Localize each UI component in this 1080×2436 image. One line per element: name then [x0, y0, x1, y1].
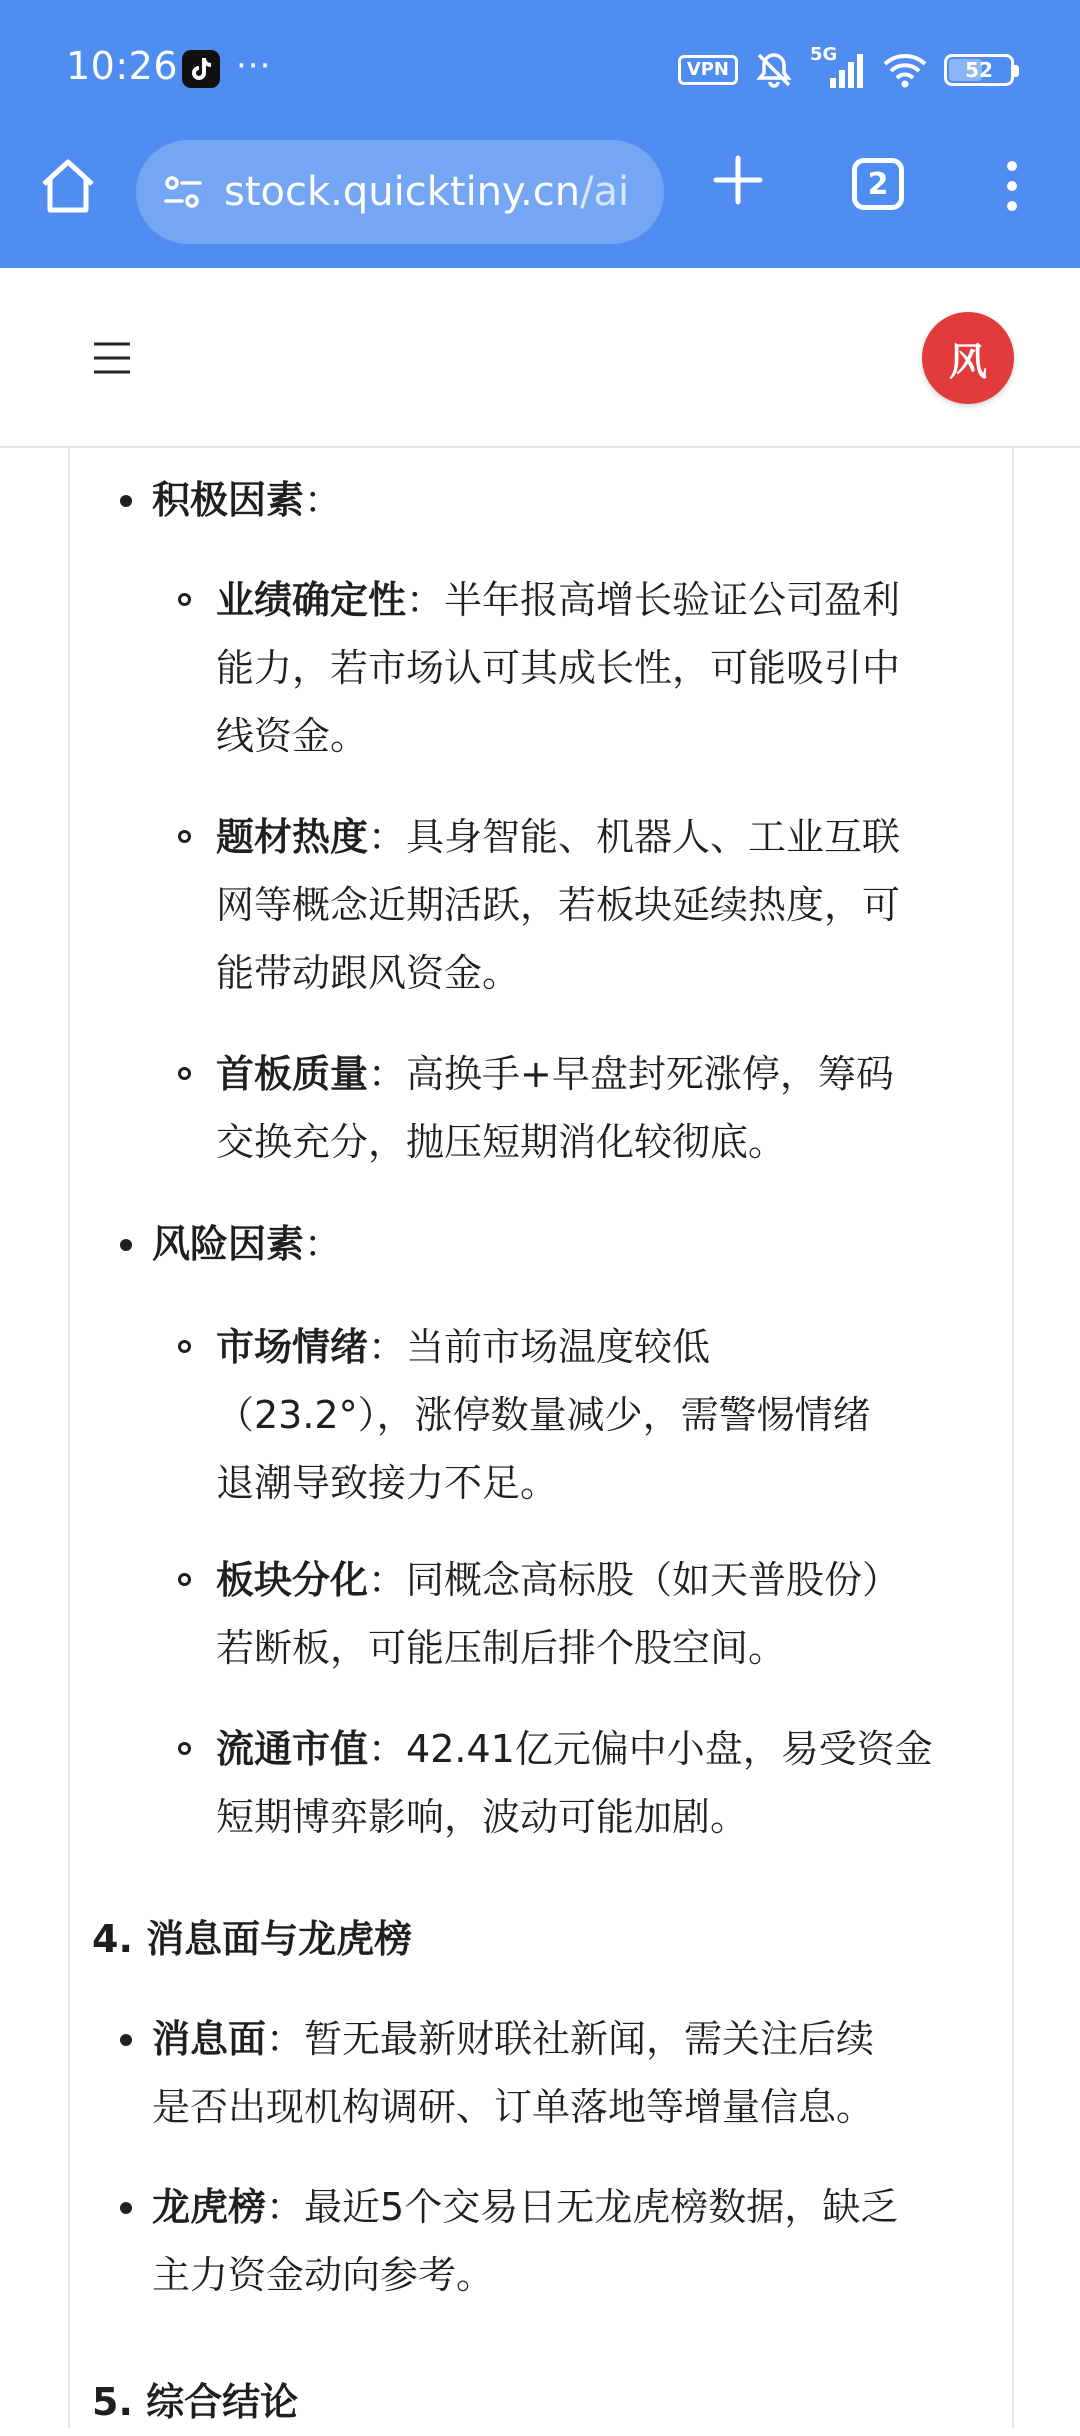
url-host: stock.quicktiny.cn — [224, 169, 581, 215]
section-heading: 5. 综合结论 — [92, 2380, 299, 2424]
list-item-risk: 风险因素： — [152, 1210, 1032, 1278]
signal-icon: 5G — [810, 50, 866, 90]
battery-level: 52 — [965, 58, 993, 82]
tab-switcher-button[interactable]: 2 — [852, 158, 904, 210]
list-item: 消息面：暂无最新财联社新闻，需关注后续 是否出现机构调研、订单落地等增量信息。 — [152, 2005, 1032, 2141]
dnd-icon — [754, 50, 794, 90]
browser-chrome — [0, 0, 1080, 268]
sub-item: 市场情绪：当前市场温度较低 （23.2°），涨停数量减少，需警惕情绪 退潮导致接力不足。 — [216, 1313, 1066, 1517]
risk-title: 风险因素 — [152, 1222, 305, 1266]
status-bar — [0, 0, 1080, 140]
sub-item: 业绩确定性：半年报高增长验证公司盈利 能力，若市场认可其成长性，可能吸引中 线资金。 — [216, 566, 1066, 770]
section-heading: 4. 消息面与龙虎榜 — [92, 1917, 413, 1961]
site-settings-icon[interactable] — [158, 167, 208, 217]
battery-icon — [944, 54, 1014, 86]
wifi-icon — [882, 51, 928, 89]
more-notifications-icon: ··· — [236, 46, 272, 86]
url-path: /ai — [580, 169, 630, 215]
new-tab-plus-icon[interactable] — [708, 150, 768, 210]
browser-toolbar — [0, 140, 1080, 268]
hamburger-icon[interactable] — [90, 336, 134, 380]
list-item-positive: 积极因素： — [152, 466, 1032, 534]
list-item: 龙虎榜：最近5个交易日无龙虎榜数据，缺乏 主力资金动向参考。 — [152, 2173, 1032, 2309]
url-text[interactable] — [224, 169, 629, 215]
avatar[interactable]: 风 — [922, 312, 1014, 404]
vpn-icon: VPN — [678, 55, 738, 85]
sub-item: 首板质量：高换手+早盘封死涨停，筹码 交换充分，抛压短期消化较彻底。 — [216, 1040, 1066, 1176]
tiktok-icon — [182, 50, 220, 88]
address-bar[interactable] — [136, 140, 664, 244]
sub-item: 流通市值：42.41亿元偏中小盘，易受资金 短期博弈影响，波动可能加剧。 — [216, 1715, 1066, 1851]
sub-item: 题材热度：具身智能、机器人、工业互联 网等概念近期活跃，若板块延续热度，可 能带动跟风资金。 — [216, 803, 1066, 1007]
page-header — [0, 268, 1080, 448]
status-icons — [678, 44, 1014, 92]
home-icon[interactable] — [36, 154, 100, 218]
menu-dots-icon[interactable] — [996, 154, 1028, 218]
status-time: 10:26 — [66, 44, 179, 88]
positive-title: 积极因素 — [152, 478, 305, 522]
sub-item: 板块分化：同概念高标股（如天普股份） 若断板，可能压制后排个股空间。 — [216, 1546, 1066, 1682]
